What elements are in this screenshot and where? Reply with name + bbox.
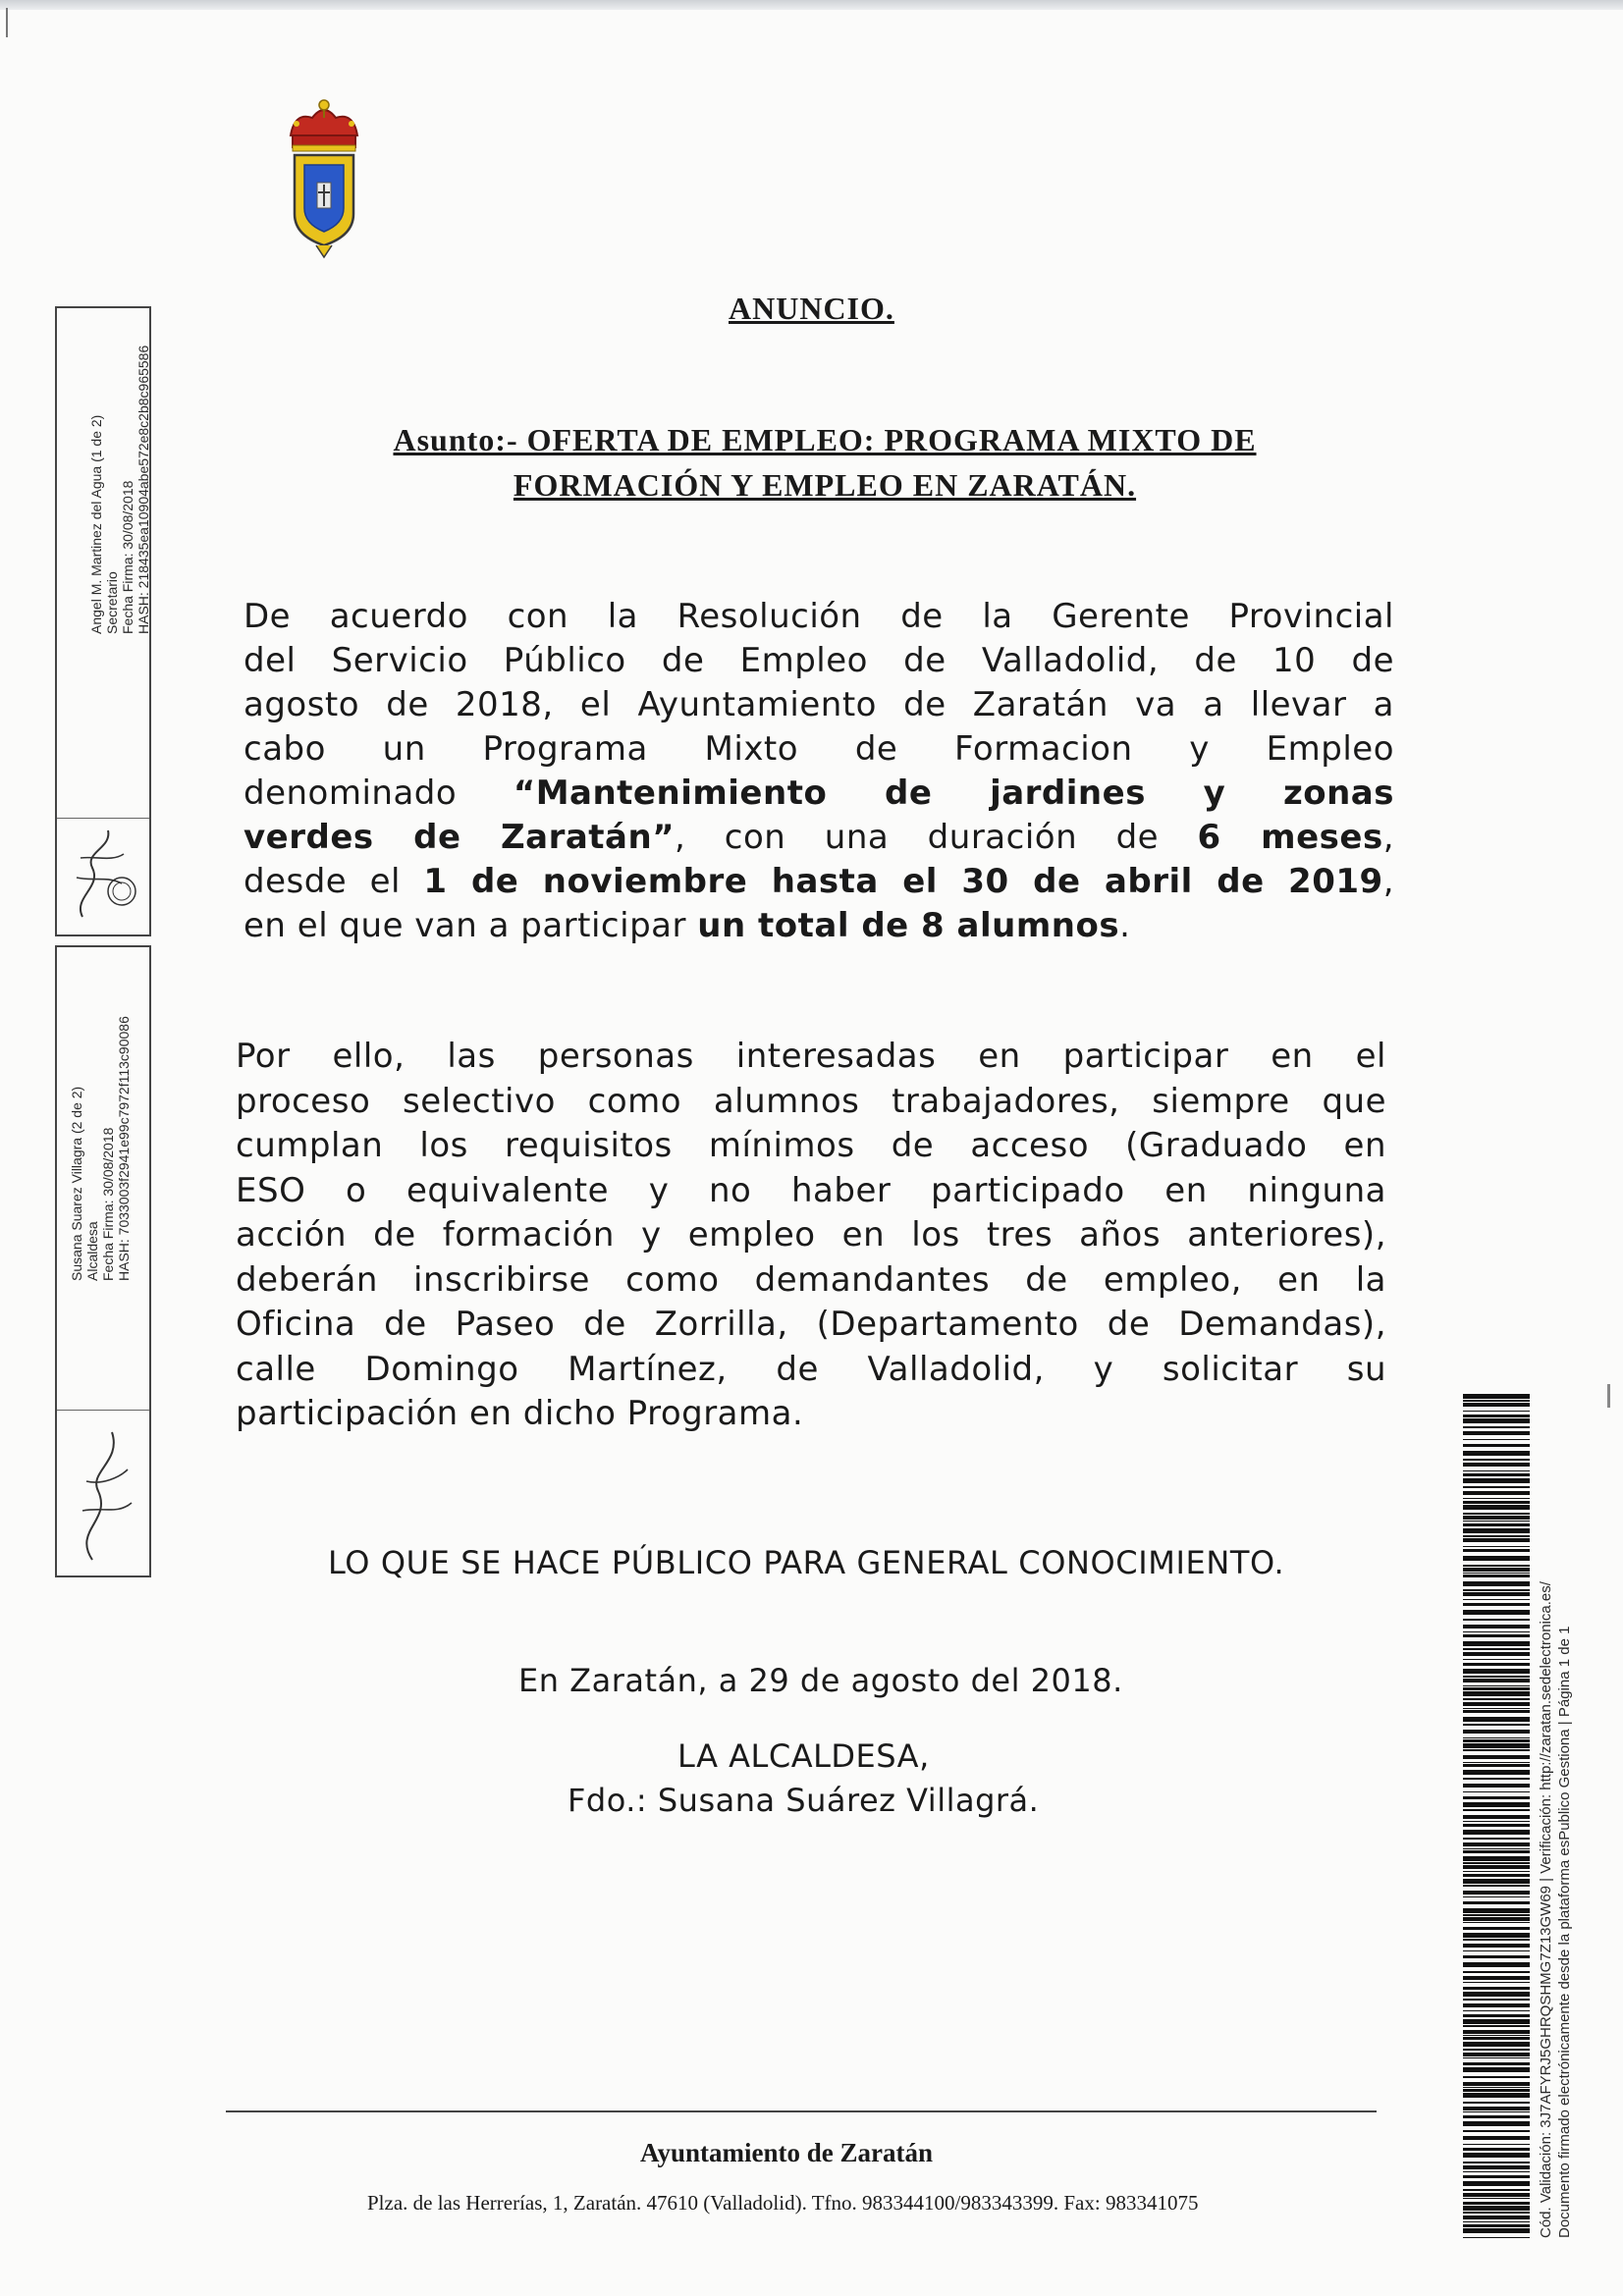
barcode-bar	[1463, 1939, 1530, 1941]
barcode-bar	[1463, 1451, 1530, 1456]
barcode-bar	[1463, 1708, 1530, 1709]
validation-barcode	[1463, 1394, 1530, 2238]
scan-mark-right	[1607, 1384, 1610, 1408]
barcode-bar	[1463, 1762, 1530, 1763]
barcode-bar	[1463, 1982, 1530, 1983]
paragraph-line: Por ello, las personas interesadas en participar en el	[236, 1037, 1386, 1076]
barcode-bar	[1463, 1724, 1530, 1726]
barcode-bar	[1463, 1871, 1530, 1872]
public-notice: LO QUE SE HACE PÚBLICO PARA GENERAL CONOCIMIENTO.	[328, 1544, 1285, 1581]
paragraph-line: proceso selectivo como alumnos trabajadores, siempre que	[236, 1081, 1386, 1121]
place-and-date: En Zaratán, a 29 de agosto del 2018.	[518, 1662, 1123, 1699]
barcode-bar	[1463, 1581, 1530, 1586]
signature-hash: HASH: 218435ea10904abe572e8c2b8c965586	[135, 345, 151, 634]
barcode-bar	[1463, 1717, 1530, 1722]
paragraph-line	[243, 595, 1394, 639]
barcode-bar	[1463, 2198, 1530, 2199]
paragraph-line	[243, 639, 1394, 683]
barcode-bar	[1463, 2082, 1530, 2086]
barcode-bar	[1463, 1439, 1530, 1440]
paragraph-line: deberán inscribirse como demandantes de empleo, en la	[236, 1259, 1386, 1300]
barcode-bar	[1463, 2189, 1530, 2191]
signature-details-mayor	[69, 1016, 132, 1281]
barcode-bar	[1463, 2035, 1530, 2036]
signer-title: LA ALCALDESA,	[677, 1737, 930, 1775]
barcode-bar	[1463, 2076, 1530, 2078]
barcode-bar	[1463, 1394, 1530, 1399]
page-title: ANUNCIO.	[729, 291, 894, 326]
text-run: , con una duración de	[675, 818, 1198, 857]
barcode-bar	[1463, 2228, 1530, 2233]
barcode-bar	[1463, 1842, 1530, 1846]
barcode-bar	[1463, 1764, 1530, 1767]
barcode-bar	[1463, 2115, 1530, 2118]
signature-date: Fecha Firma: 30/08/2018	[100, 1127, 116, 1281]
barcode-bar	[1463, 1631, 1530, 1632]
validation-platform-line: Documento firmado electrónicamente desde la plataforma esPublico Gestiona | Página 1 de 1	[1556, 1626, 1573, 2238]
signer-name: Susana Suarez Villagra (2 de 2)	[69, 1086, 84, 1281]
barcode-bar	[1463, 1411, 1530, 1412]
paragraph-line: ESO o equivalente y no haber participado en ninguna	[236, 1170, 1386, 1210]
barcode-bar	[1463, 1971, 1530, 1973]
barcode-bar	[1463, 1403, 1530, 1407]
barcode-bar	[1463, 1710, 1530, 1713]
barcode-bar	[1463, 1619, 1530, 1621]
signer-role: Secretario	[104, 571, 120, 634]
bold-text: verdes de Zaratán”	[243, 818, 676, 857]
text-run: desde el	[243, 862, 424, 901]
barcode-bar	[1463, 1917, 1530, 1921]
barcode-bar	[1463, 1528, 1530, 1533]
scan-mark-left	[6, 8, 8, 37]
barcode-bar	[1463, 2102, 1530, 2104]
barcode-bar	[1463, 1648, 1530, 1650]
handwritten-signature-mayor	[63, 1413, 143, 1570]
barcode-bar	[1463, 1908, 1530, 1913]
barcode-bar	[1463, 1739, 1530, 1742]
barcode-bar	[1463, 1865, 1530, 1869]
barcode-bar	[1463, 1426, 1530, 1428]
barcode-bar	[1463, 1944, 1530, 1948]
handwritten-signature-secretary	[63, 819, 143, 929]
barcode-bar	[1463, 1498, 1530, 1499]
signature-box-mayor	[55, 945, 151, 1577]
barcode-bar	[1463, 1702, 1530, 1706]
signature-date: Fecha Firma: 30/08/2018	[120, 480, 135, 634]
subject-line: FORMACIÓN Y EMPLEO EN ZARATÁN.	[513, 467, 1137, 503]
barcode-bar	[1463, 1743, 1530, 1748]
barcode-bar	[1463, 1556, 1530, 1561]
barcode-bar	[1463, 1862, 1530, 1864]
barcode-bar	[1463, 2062, 1530, 2065]
bold-text: “Mantenimiento de jardines y zonas	[513, 774, 1394, 813]
coat-of-arms-logo	[275, 98, 373, 260]
divider	[57, 1410, 149, 1411]
validation-text	[1537, 1581, 1574, 2238]
signature-details-secretary	[88, 346, 151, 634]
paragraph-line	[243, 727, 1394, 772]
barcode-bar	[1463, 2111, 1530, 2112]
announcement-paragraph-1	[243, 595, 1394, 948]
barcode-bar	[1463, 1400, 1530, 1402]
barcode-bar	[1463, 1749, 1530, 1751]
barcode-bar	[1463, 1473, 1530, 1476]
paragraph-line: participación en dicho Programa.	[236, 1394, 804, 1433]
barcode-bar	[1463, 2025, 1530, 2027]
barcode-bar	[1463, 1679, 1530, 1682]
barcode-bar	[1463, 1599, 1530, 1600]
barcode-bar	[1463, 1850, 1530, 1853]
barcode-bar	[1463, 1549, 1530, 1552]
barcode-bar	[1463, 1685, 1530, 1686]
paragraph-line: cumplan los requisitos mínimos de acceso (Graduado en	[236, 1126, 1386, 1165]
barcode-bar	[1463, 2171, 1530, 2172]
paragraph-line: calle Domingo Martínez, de Valladolid, y solicitar su	[236, 1349, 1386, 1389]
barcode-bar	[1463, 2042, 1530, 2047]
barcode-bar	[1463, 1815, 1530, 1819]
barcode-bar	[1463, 1809, 1530, 1811]
barcode-bar	[1463, 1486, 1530, 1488]
text-run: del Servicio Público de Empleo de Valladolid, de 10 de	[243, 641, 1394, 680]
barcode-bar	[1463, 1848, 1530, 1849]
bold-text: 1 de noviembre hasta el 30 de abril de 2019	[423, 862, 1383, 901]
barcode-bar	[1463, 1521, 1530, 1522]
barcode-bar	[1463, 1491, 1530, 1495]
barcode-bar	[1463, 1415, 1530, 1417]
barcode-bar	[1463, 1999, 1530, 2001]
paragraph-line	[243, 816, 1394, 860]
barcode-bar	[1463, 1885, 1530, 1887]
bold-text: un total de 8 alumnos	[697, 906, 1120, 945]
bold-text: 6 meses	[1197, 818, 1383, 857]
barcode-bar	[1463, 1821, 1530, 1822]
barcode-bar	[1463, 1676, 1530, 1678]
barcode-bar	[1463, 1634, 1530, 1637]
barcode-bar	[1463, 1896, 1530, 1897]
barcode-bar	[1463, 1652, 1530, 1656]
barcode-bar	[1463, 2057, 1530, 2058]
subject-heading	[324, 417, 1325, 507]
barcode-bar	[1463, 2148, 1530, 2151]
barcode-bar	[1463, 1856, 1530, 1861]
paragraph-line: Oficina de Paseo de Zorrilla, (Departamento de Demandas),	[236, 1305, 1386, 1344]
signature-box-secretary	[55, 306, 151, 936]
barcode-bar	[1463, 1914, 1530, 1916]
barcode-bar	[1463, 1592, 1530, 1596]
barcode-bar	[1463, 1663, 1530, 1666]
barcode-bar	[1463, 1730, 1530, 1734]
barcode-bar	[1463, 1933, 1530, 1938]
barcode-bar	[1463, 1603, 1530, 1606]
barcode-bar	[1463, 1770, 1530, 1775]
barcode-bar	[1463, 2193, 1530, 2197]
signer-full-name: Fdo.: Susana Suárez Villagrá.	[568, 1782, 1040, 1819]
text-run: agosto de 2018, el Ayuntamiento de Zaratán va a llevar a	[243, 685, 1394, 724]
barcode-bar	[1463, 1830, 1530, 1835]
barcode-bar	[1463, 2237, 1530, 2238]
barcode-bar	[1463, 1901, 1530, 1904]
barcode-bar	[1463, 1641, 1530, 1646]
barcode-bar	[1463, 2153, 1530, 2158]
barcode-bar	[1463, 1478, 1530, 1483]
barcode-bar	[1463, 1444, 1530, 1447]
barcode-bar	[1463, 2087, 1530, 2088]
barcode-bar	[1463, 2162, 1530, 2163]
barcode-bar	[1463, 1927, 1530, 1930]
scan-edge-top	[0, 0, 1623, 10]
barcode-bar	[1463, 2010, 1530, 2011]
barcode-bar	[1463, 2067, 1530, 2072]
barcode-bar	[1463, 1755, 1530, 1759]
text-run: ,	[1382, 862, 1394, 901]
validation-code-line: Cód. Validación: 3J7AFYRJ5GHRQSHMG7Z13GW69 | Verificación: http://zaratan.sedelectronica.es/	[1538, 1581, 1554, 2238]
barcode-bar	[1463, 1976, 1530, 1980]
barcode-bar	[1463, 1610, 1530, 1615]
barcode-bar	[1463, 1501, 1530, 1504]
barcode-bar	[1463, 1470, 1530, 1471]
text-run: .	[1119, 906, 1131, 945]
barcode-bar	[1463, 2049, 1530, 2051]
barcode-bar	[1463, 2136, 1530, 2140]
barcode-bar	[1463, 2003, 1530, 2007]
text-run: en el que van a participar	[243, 906, 698, 945]
barcode-bar	[1463, 1687, 1530, 1690]
signature-hash: HASH: 7033003f2941e99c7972f113c90086	[116, 1016, 132, 1281]
barcode-bar	[1463, 2107, 1530, 2110]
barcode-bar	[1463, 2216, 1530, 2219]
signer-role: Alcaldesa	[84, 1221, 100, 1281]
barcode-bar	[1463, 1659, 1530, 1660]
text-run: denominado	[243, 774, 514, 813]
barcode-bar	[1463, 1838, 1530, 1840]
barcode-bar	[1463, 1874, 1530, 1877]
barcode-bar	[1463, 1431, 1530, 1435]
paragraph-line	[243, 683, 1394, 727]
barcode-bar	[1463, 1535, 1530, 1537]
barcode-bar	[1463, 1505, 1530, 1510]
barcode-bar	[1463, 1523, 1530, 1526]
barcode-bar	[1463, 1669, 1530, 1674]
barcode-bar	[1463, 2130, 1530, 2132]
barcode-bar	[1463, 1955, 1530, 1958]
barcode-bar	[1463, 1962, 1530, 1967]
barcode-bar	[1463, 1589, 1530, 1591]
barcode-bar	[1463, 2202, 1530, 2205]
barcode-bar	[1463, 1737, 1530, 1738]
barcode-bar	[1463, 2053, 1530, 2056]
barcode-bar	[1463, 2212, 1530, 2214]
barcode-bar	[1463, 1568, 1530, 1572]
text-run: De acuerdo con la Resolución de la Gerente Provincial	[243, 597, 1394, 636]
barcode-bar	[1463, 1516, 1530, 1520]
barcode-bar	[1463, 1791, 1530, 1792]
barcode-bar	[1463, 1625, 1530, 1629]
barcode-bar	[1463, 1538, 1530, 1542]
barcode-bar	[1463, 2019, 1530, 2024]
barcode-bar	[1463, 1513, 1530, 1515]
barcode-bar	[1463, 1573, 1530, 1574]
paragraph-line	[243, 904, 1394, 948]
footer-divider	[226, 2110, 1377, 2112]
subject-line: Asunto:- OFERTA DE EMPLEO: PROGRAMA MIXTO DE	[393, 422, 1257, 457]
barcode-bar	[1463, 1546, 1530, 1547]
footer-address: Plza. de las Herrerías, 1, Zaratán. 47610 (Valladolid). Tfno. 983344100/983343399. Fax: 983341075	[367, 2191, 1199, 2215]
barcode-bar	[1463, 1950, 1530, 1951]
barcode-bar	[1463, 1575, 1530, 1577]
paragraph-line: acción de formación y empleo en los tres años anteriores),	[236, 1215, 1386, 1255]
barcode-bar	[1463, 2224, 1530, 2227]
barcode-bar	[1463, 1992, 1530, 1997]
barcode-bar	[1463, 1802, 1530, 1807]
barcode-bar	[1463, 1784, 1530, 1788]
barcode-bar	[1463, 2165, 1530, 2169]
barcode-bar	[1463, 1796, 1530, 1799]
barcode-bar	[1463, 1922, 1530, 1923]
barcode-bar	[1463, 1879, 1530, 1884]
barcode-bar	[1463, 1824, 1530, 1827]
barcode-bar	[1463, 2030, 1530, 2034]
barcode-bar	[1463, 1691, 1530, 1696]
barcode-bar	[1463, 1778, 1530, 1780]
signer-name: Angel M. Martinez del Agua (1 de 2)	[88, 414, 104, 634]
footer-organization: Ayuntamiento de Zaratán	[640, 2138, 934, 2167]
barcode-bar	[1463, 1891, 1530, 1895]
barcode-bar	[1463, 2175, 1530, 2178]
barcode-bar	[1463, 2221, 1530, 2222]
barcode-bar	[1463, 1459, 1530, 1461]
barcode-bar	[1463, 1463, 1530, 1467]
barcode-bar	[1463, 2089, 1530, 2092]
text-run: ,	[1382, 818, 1395, 857]
barcode-bar	[1463, 2206, 1530, 2211]
barcode-bar	[1463, 1565, 1530, 1567]
barcode-bar	[1463, 2037, 1530, 2040]
barcode-bar	[1463, 2093, 1530, 2098]
barcode-bar	[1463, 2181, 1530, 2186]
barcode-bar	[1463, 2121, 1530, 2126]
barcode-bar	[1463, 1418, 1530, 1423]
barcode-bar	[1463, 1987, 1530, 1990]
announcement-paragraph-2	[236, 1035, 1386, 1437]
text-run: cabo un Programa Mixto de Formacion y Empleo	[243, 729, 1394, 769]
paragraph-line	[243, 772, 1394, 816]
barcode-bar	[1463, 2144, 1530, 2145]
paragraph-line	[243, 860, 1394, 904]
barcode-bar	[1463, 2014, 1530, 2017]
barcode-bar	[1463, 1698, 1530, 1700]
